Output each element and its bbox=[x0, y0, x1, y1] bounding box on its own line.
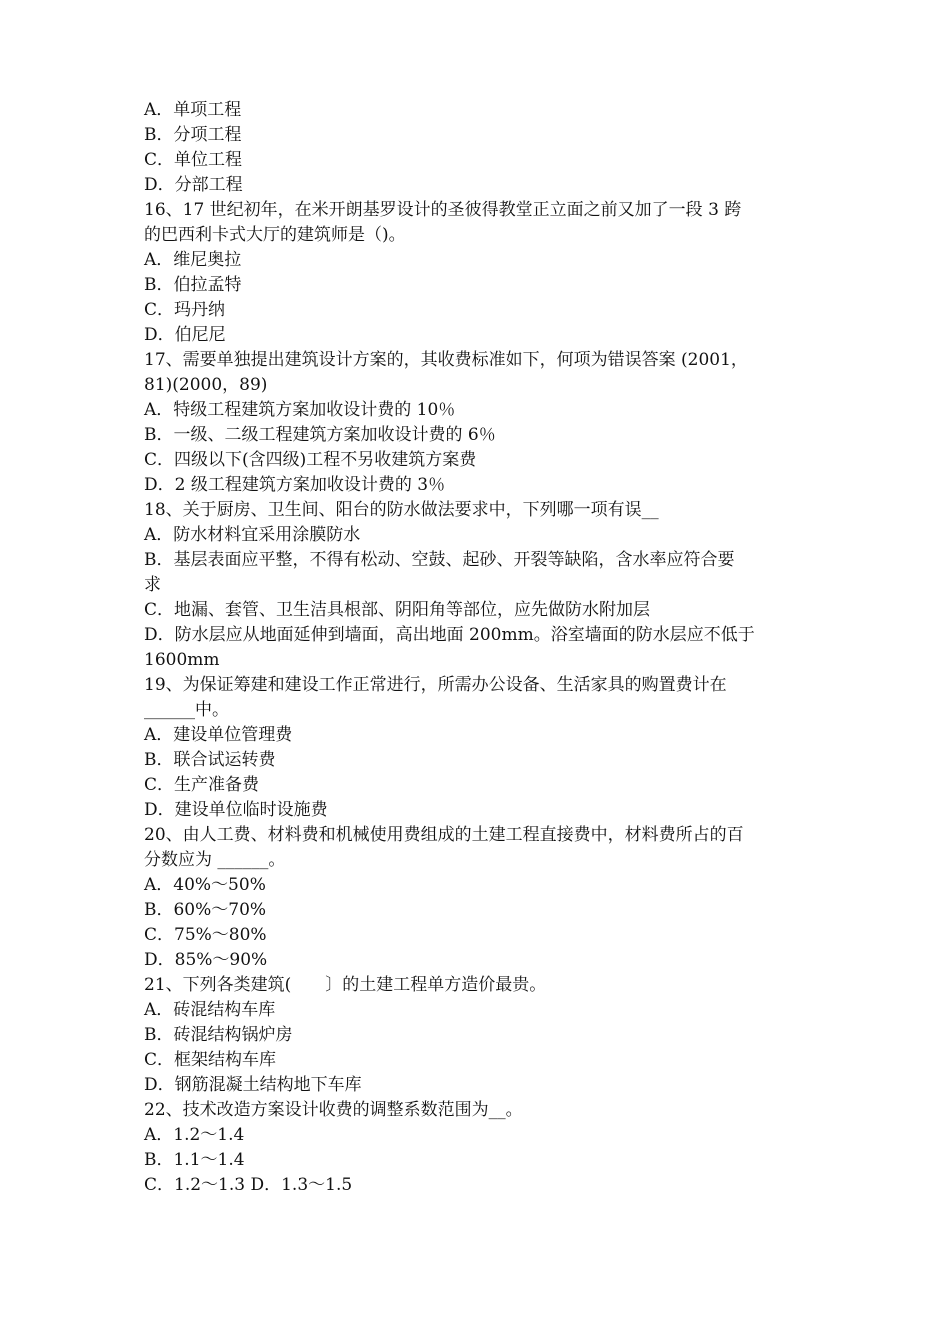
text-line: C．1.2～1.3 D．1.3～1.5 bbox=[144, 1175, 353, 1195]
text-line: 20、由人工费、材料费和机械使用费组成的土建工程直接费中，材料费所占的百 bbox=[144, 825, 744, 845]
text-line: C．生产准备费 bbox=[144, 775, 260, 795]
text-line: 22、技术改造方案设计收费的调整系数范围为__。 bbox=[144, 1100, 523, 1120]
text-line: B．基层表面应平整，不得有松动、空鼓、起砂、开裂等缺陷，含水率应符合要 bbox=[144, 550, 735, 570]
text-line: 17、需要单独提出建筑设计方案的，其收费标准如下，何项为错误答案 (2001， bbox=[144, 350, 748, 370]
text-line: A．建设单位管理费 bbox=[144, 725, 293, 745]
text-line: A．单项工程 bbox=[144, 100, 242, 120]
text-line: D．伯尼尼 bbox=[144, 325, 226, 345]
text-line: 19、为保证筹建和建设工作正常进行，所需办公设备、生活家具的购置费计在 bbox=[144, 675, 727, 695]
text-line: A．砖混结构车库 bbox=[144, 1000, 276, 1020]
text-line: A．防水材料宜采用涂膜防水 bbox=[144, 525, 361, 545]
text-line: D．2 级工程建筑方案加收设计费的 3％ bbox=[144, 475, 446, 495]
text-line: C．框架结构车库 bbox=[144, 1050, 277, 1070]
text-line: 18、关于厨房、卫生间、阳台的防水做法要求中，下列哪一项有误__ bbox=[144, 500, 659, 520]
text-line: C．75%～80% bbox=[144, 925, 267, 945]
text-line: 分数应为 ______。 bbox=[144, 850, 286, 870]
text-line: 81)(2000，89) bbox=[144, 375, 268, 395]
text-line: C．玛丹纳 bbox=[144, 300, 226, 320]
text-line: B．一级、二级工程建筑方案加收设计费的 6％ bbox=[144, 425, 496, 445]
text-line: B．分项工程 bbox=[144, 125, 242, 145]
text-line: B．60%～70% bbox=[144, 900, 267, 920]
text-line: ______中。 bbox=[144, 700, 229, 720]
text-line: D．85%～90% bbox=[144, 950, 268, 970]
text-line: A．维尼奥拉 bbox=[144, 250, 242, 270]
text-line: D．分部工程 bbox=[144, 175, 243, 195]
text-line: C．四级以下(含四级)工程不另收建筑方案费 bbox=[144, 450, 477, 470]
text-line: B．联合试运转费 bbox=[144, 750, 276, 770]
text-line: 21、下列各类建筑( 〕的土建工程单方造价最贵。 bbox=[144, 975, 547, 995]
text-line: D．钢筋混凝土结构地下车库 bbox=[144, 1075, 362, 1095]
text-line: C．单位工程 bbox=[144, 150, 243, 170]
text-line: 1600mm bbox=[144, 650, 220, 670]
text-line: B．1.1～1.4 bbox=[144, 1150, 245, 1170]
text-line: 16、17 世纪初年，在米开朗基罗设计的圣彼得教堂正立面之前又加了一段 3 跨 bbox=[144, 200, 742, 220]
text-line: D．防水层应从地面延伸到墙面，高出地面 200mm。浴室墙面的防水层应不低于 bbox=[144, 625, 755, 645]
text-line: A．特级工程建筑方案加收设计费的 10％ bbox=[144, 400, 456, 420]
text-line: C．地漏、套管、卫生洁具根部、阴阳角等部位，应先做防水附加层 bbox=[144, 600, 651, 620]
text-line: 求 bbox=[144, 575, 161, 595]
text-line: 的巴西利卡式大厅的建筑师是（)。 bbox=[144, 225, 406, 245]
text-line: B．砖混结构锅炉房 bbox=[144, 1025, 293, 1045]
text-line: A．1.2～1.4 bbox=[144, 1125, 245, 1145]
text-line: D．建设单位临时设施费 bbox=[144, 800, 328, 820]
text-line: B．伯拉孟特 bbox=[144, 275, 242, 295]
document-page bbox=[144, 98, 816, 1198]
text-line: A．40%～50% bbox=[144, 875, 266, 895]
